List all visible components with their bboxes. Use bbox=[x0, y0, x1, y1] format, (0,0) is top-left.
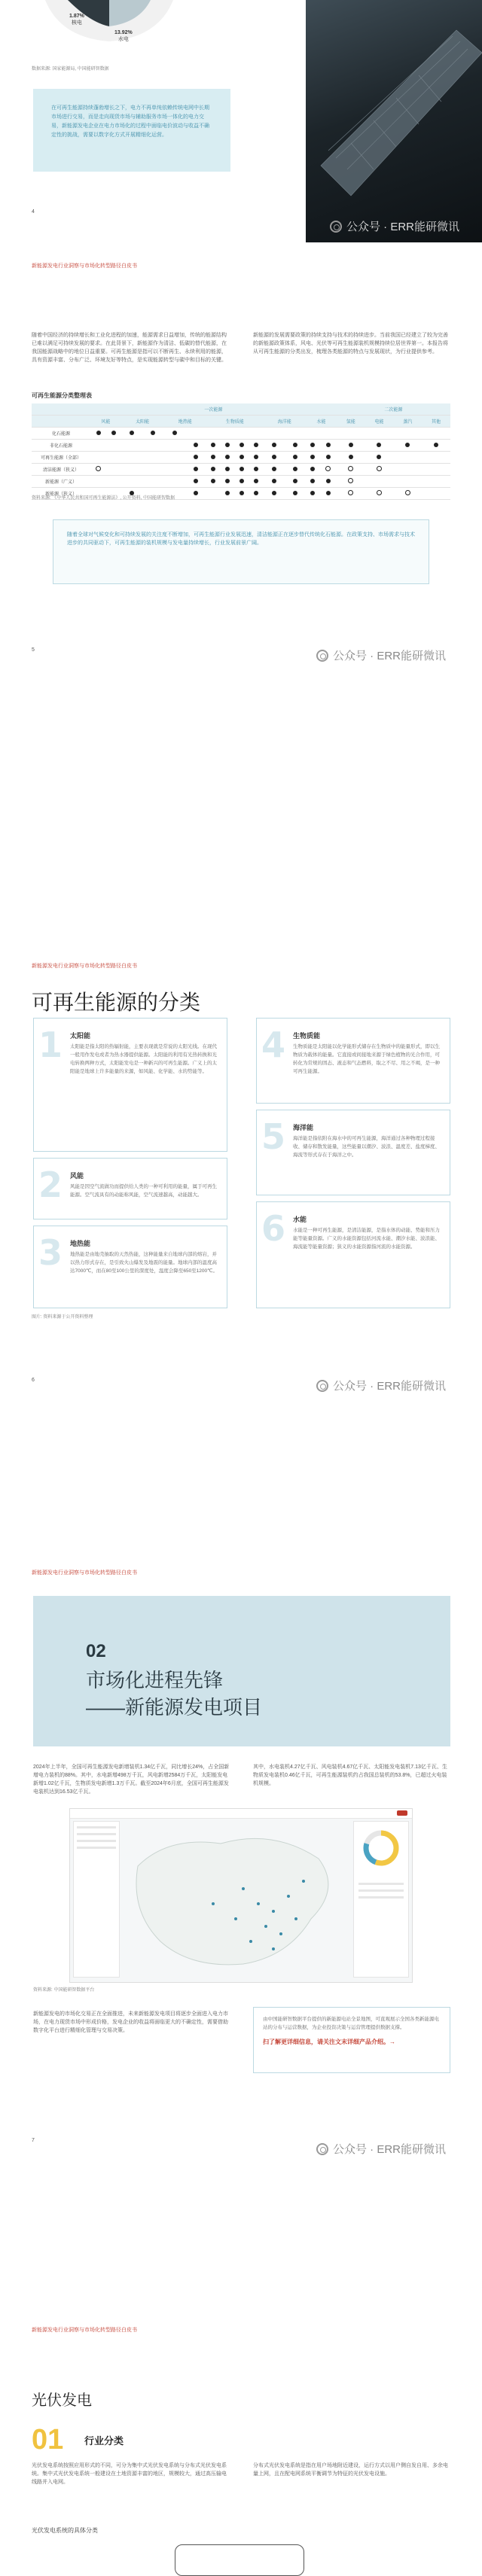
page-5 bbox=[0, 2319, 482, 2569]
bottom-label: 光伏发电系统的具体分类 bbox=[32, 2527, 98, 2534]
table-col: 太阳能 bbox=[121, 416, 164, 428]
table-note: 资料来源: 《中华人民共和国可再生能源法》, 公开资料, 中国能研智数据 bbox=[32, 496, 175, 501]
page-title: 可再生能源的分类 bbox=[32, 991, 201, 1014]
wechat-icon bbox=[316, 1380, 328, 1392]
table-row: 非化石能源 bbox=[32, 440, 450, 452]
card-hydro: 6 水能 水能是一种可再生能源，是清洁能源，是指水体的动能、势能和压力能等能量资源。广义的水能资源包括河流水能、潮汐水能、波浪能、海流能等能量资源；狭义的水能资源指河流的水能资源。 bbox=[256, 1201, 450, 1308]
page-header: 新能源发电行业洞察与市场化转型路径白皮书 bbox=[32, 964, 137, 969]
pie-label-nuclear: 1.87% 核电 bbox=[69, 14, 84, 26]
table-row: 化石能源 bbox=[32, 428, 450, 440]
paragraph-left: 光伏发电系统按照应用形式的不同，可分为集中式光伏发电系统与分布式光伏发电系统。集中式光伏发电系统一般建设在土地资源丰富的地区，规模较大，通过高压输电线路并入电网。 bbox=[32, 2463, 227, 2485]
wechat-icon bbox=[330, 221, 342, 233]
wechat-icon bbox=[316, 2143, 328, 2155]
donut-chart-icon bbox=[354, 1822, 408, 1874]
quote-box bbox=[33, 89, 230, 172]
map-stats-panel bbox=[353, 1821, 409, 1978]
station-map-screenshot bbox=[69, 1808, 413, 1983]
page-number: 6 bbox=[32, 1378, 35, 1383]
map-caption: 资料来源: 中国能研智数据平台 bbox=[33, 1988, 95, 1993]
watermark: 公众号 · ERR能研微讯 bbox=[330, 218, 459, 234]
table-title: 可再生能源分类整理表 bbox=[32, 392, 92, 399]
table-row: 清洁能源（狭义） bbox=[32, 464, 450, 476]
table-group-primary: 一次能源 bbox=[90, 403, 337, 416]
source-note: 数据来源: 国家能源局, 中国能研智数据 bbox=[32, 67, 109, 72]
cta-link[interactable]: 扫了解更详细信息，请关注文末详细产品介绍。→ bbox=[263, 2039, 395, 2045]
paragraph-right: 分布式光伏发电系统是指在用户场地附近建设，运行方式以用户侧自发自用、多余电量上网，且在配电网系统平衡调节为特征的光伏发电设施。 bbox=[253, 2463, 448, 2477]
paragraph-bottom: 新能源发电的市场化交易正在全面推进，未来新能源发电项目将逐步全面进入电力市场，在电力现货市场中形成价格，发电企业的收益将面临更大的不确定性，需要借助数字化平台进行精细化管理与交易决策。 bbox=[33, 2011, 228, 2033]
intro-paragraph-right: 新能源的发展需要政策的持续支持与技术的持续进步。当前我国已经建立了较为完善的新能源政策体系，风电、光伏等可再生能源装机规模持续位居世界第一。本报告将从可再生能源的分类出发，梳理各类能源的特点与发展现状，为行业提供参考。 bbox=[253, 333, 448, 355]
table-row: 可再生能源（全部） bbox=[32, 452, 450, 464]
page-4 bbox=[0, 1566, 482, 2319]
table-row: 新能源（狭义） bbox=[32, 488, 450, 500]
page-number: 4 bbox=[32, 209, 35, 215]
table-group-secondary: 二次能源 bbox=[337, 403, 450, 416]
page-number: 7 bbox=[32, 2138, 35, 2143]
page-header: 新能源发电行业洞察与市场化转型路径白皮书 bbox=[32, 1570, 137, 1576]
card-solar: 1 太阳能 太阳能是指太阳的热辐射能，主要表现就是常说的太阳光线。在现代一般用作发电或者为热水器提供能源。太阳能的利用有光热转换和光电转换两种方式，太阳能发电是一种新兴的可再生能源。广义上的太阳能是地球上许多能量的来源，如风能、化学能、水的势能等。 bbox=[33, 1018, 227, 1152]
callout-box: 随着全球对气候变化和可持续发展的关注度不断增加，可再生能源行业发展迅速，清洁能源正在逐步替代传统化石能源。在政策支持、市场需求与技术进步的共同驱动下，可再生能源的装机规模与发电量持续增长，行业发展前景广阔。 bbox=[53, 519, 429, 584]
solar-panel-icon bbox=[306, 0, 482, 242]
china-map bbox=[123, 1821, 349, 1976]
quote-text: 在可再生能源持续蓬勃增长之下，电力不再单纯依赖传统电网中长期市场进行交易，而是走向现货市场与辅助服务市场一体化的电力交易，新能源发电企业在电力市场化的过程中面临电价波动与收益不确定性的挑战，需要以数字化方式开展精细化运营。 bbox=[51, 105, 209, 138]
watermark: 公众号 · ERR能研微讯 bbox=[316, 1378, 446, 1393]
cta-box: 由中国能研智数据平台提供的新能源电站全景地图，可直观展示全国各类新能源电站的分布与运营数据，为企业投资决策与运营管理提供数据支撑。 扫了解更详细信息，请关注文末详细产品介绍。→ bbox=[253, 2007, 450, 2073]
page-2 bbox=[0, 256, 482, 956]
table-col: 其他 bbox=[422, 416, 450, 428]
table-col: 水能 bbox=[306, 416, 337, 428]
sub-title: 行业分类 bbox=[84, 2435, 124, 2447]
table-col: 氢能 bbox=[337, 416, 365, 428]
sub-number: 01 bbox=[32, 2424, 64, 2456]
wechat-icon bbox=[316, 650, 328, 662]
map-side-panel bbox=[73, 1821, 120, 1978]
table-col: 风能 bbox=[90, 416, 121, 428]
solar-panel-photo bbox=[306, 0, 482, 242]
table-col: 海洋能 bbox=[263, 416, 306, 428]
page-3 bbox=[0, 956, 482, 1566]
paragraph-right: 其中，水电装机4.27亿千瓦、风电装机4.67亿千瓦、太阳能发电装机7.13亿千瓦、生物质发电装机0.46亿千瓦，可再生能源装机约占我国总装机的53.8%，已超过火电装机规模。 bbox=[253, 1765, 447, 1786]
table-col: 蒸汽 bbox=[393, 416, 422, 428]
chapter-title-2: ——新能源发电项目 bbox=[86, 1696, 263, 1719]
pie-chart bbox=[45, 0, 173, 45]
map-toolbar bbox=[70, 1809, 412, 1819]
logo-icon bbox=[397, 1810, 407, 1816]
table-col: 电能 bbox=[365, 416, 394, 428]
section-title: 光伏发电 bbox=[32, 2392, 92, 2409]
card-geothermal: 3 地热能 地热能是由地壳抽取的天然热能，这种能量来自地球内部的熔岩，并以热力形式存在，是引致火山爆发及地震的能量。地球内部的温度高达7000℃，而在80至100公里的深度处，温度会降至650至1200℃。 bbox=[33, 1226, 227, 1308]
card-wind: 2 风能 风能是因空气流做功而提供给人类的一种可利用的能量，属于可再生能源。空气流具有的动能称风能，空气流速越高，动能越大。 bbox=[33, 1158, 227, 1219]
card-ocean: 5 海洋能 海洋能是指依附在海水中的可再生能源，海洋通过各种物理过程接收、储存和散发能量，这些能量以潮汐、波浪、温度差、盐度梯度、海流等形式存在于海洋之中。 bbox=[256, 1110, 450, 1195]
chapter-number: 02 bbox=[86, 1641, 106, 1661]
chapter-banner bbox=[33, 1596, 450, 1746]
table-col: 地热能 bbox=[163, 416, 206, 428]
chapter-title-1: 市场化进程先锋 bbox=[86, 1669, 224, 1691]
watermark: 公众号 · ERR能研微讯 bbox=[316, 647, 446, 663]
diagram-frame bbox=[175, 2544, 304, 2576]
page-header: 新能源发电行业洞察与市场化转型路径白皮书 bbox=[32, 263, 137, 269]
table-col: 生物质能 bbox=[206, 416, 263, 428]
footnote: 图片: 资料来源于公开资料整理 bbox=[32, 1315, 93, 1320]
pie-label-hydro: 13.92% 水电 bbox=[114, 30, 133, 42]
table-row: 新能源（广义） bbox=[32, 476, 450, 488]
watermark: 公众号 · ERR能研微讯 bbox=[316, 2141, 446, 2157]
card-biomass: 4 生物质能 生物质能是太阳能以化学能形式储存在生物质中的能量形式，即以生物质为载体的能量。它直接或间接地来源于绿色植物的光合作用，可转化为常规的固态、液态和气态燃料，取之不尽、用之不竭，是一种可再生能源。 bbox=[256, 1018, 450, 1104]
page-header: 新能源发电行业洞察与市场化转型路径白皮书 bbox=[32, 2328, 137, 2333]
paragraph-left: 2024年上半年，全国可再生能源发电新增装机1.34亿千瓦，同比增长24%，占全国新增电力装机的88%。其中，水电新增498万千瓦，风电新增2584万千瓦，太阳能发电新增1.02亿千瓦，生物质发电新增1.3万千瓦。截至2024年6月底，全国可再生能源发电装机达到16.53亿千瓦。 bbox=[33, 1765, 230, 1795]
page-number: 5 bbox=[32, 647, 35, 653]
energy-classification-table bbox=[32, 403, 450, 500]
intro-paragraph-left: 随着中国经济的持续增长和工业化进程的加速，能源需求日益增加，传统的能源结构已难以满足可持续发展的要求。在此背景下，新能源作为清洁、低碳的替代能源，在我国能源战略中的地位日益重要。可再生能源是指可以不断再生、永续利用的能源，具有资源丰富、分布广泛、环境友好等特点，是实现能源转型与碳中和目标的关键。 bbox=[32, 333, 227, 363]
page-1 bbox=[0, 0, 482, 256]
